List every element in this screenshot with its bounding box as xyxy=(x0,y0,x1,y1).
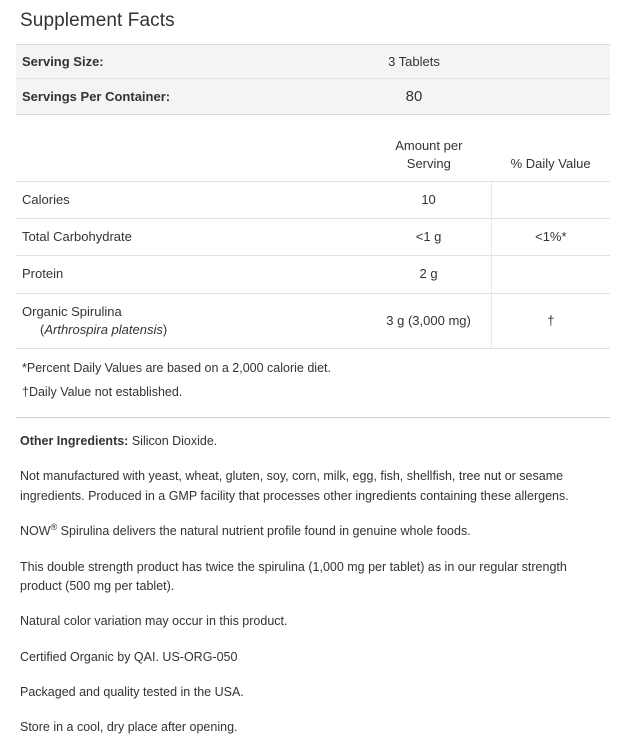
nutrient-table xyxy=(16,137,610,349)
table-row xyxy=(16,79,610,115)
certified-organic-note: Certified Organic by QAI. US-ORG-050 xyxy=(20,649,238,664)
spirulina-name-cell xyxy=(16,293,366,348)
spirulina-name: Organic Spirulina xyxy=(22,303,122,319)
spirulina-binomial xyxy=(22,321,360,339)
brand-name: NOW xyxy=(20,524,51,539)
nutrient-daily-value xyxy=(491,256,610,293)
nutrient-name-header xyxy=(16,137,366,182)
other-ingredients-value: Silicon Dioxide. xyxy=(131,434,218,449)
nutrient-amount: <1 g xyxy=(366,219,491,256)
registered-trademark-icon: ® xyxy=(50,522,58,532)
brand-note xyxy=(20,522,606,541)
packaged-usa-note: Packaged and quality tested in the USA. xyxy=(20,685,244,700)
paren-open: ( xyxy=(40,321,45,337)
table-row xyxy=(16,182,610,219)
serving-size-label: Serving Size: xyxy=(16,45,337,79)
nutrient-name: Protein xyxy=(16,256,366,293)
notes-section xyxy=(16,418,610,738)
nutrient-name: Total Carbohydrate xyxy=(16,219,366,256)
paren-close: ) xyxy=(162,321,168,337)
other-ingredients xyxy=(20,432,606,451)
servings-per-container-value: 80 xyxy=(337,79,491,115)
table-row xyxy=(16,219,610,256)
table-header-row xyxy=(16,137,610,182)
nutrient-name: Calories xyxy=(16,182,366,219)
serving-spacer-cell xyxy=(491,45,610,79)
double-strength-note: This double strength product has twice the spirulina (1,000 mg per tablet) as in our regular strength product (500 mg per tablet). xyxy=(20,559,567,593)
spirulina-latin-name: Arthrospira platensis xyxy=(44,321,163,337)
amount-header-line2: Serving xyxy=(406,155,451,171)
amount-header-line1: Amount per xyxy=(395,138,463,153)
nutrient-amount: 10 xyxy=(366,182,491,219)
nutrient-daily-value: <1%* xyxy=(491,219,610,256)
serving-size-value: 3 Tablets xyxy=(337,45,491,79)
amount-per-serving-header xyxy=(366,137,491,182)
page-title: Supplement Facts xyxy=(20,10,175,31)
serving-info-table xyxy=(16,44,610,115)
table-row xyxy=(16,45,610,79)
table-row xyxy=(16,293,610,348)
color-variation-note: Natural color variation may occur in this product. xyxy=(20,614,288,629)
other-ingredients-label: Other Ingredients: xyxy=(20,434,129,449)
allergen-note: Not manufactured with yeast, wheat, gluten, soy, corn, milk, egg, fish, shellfish, tree nut or sesame ingredients. Produced in a GMP facility that processes other ingredients containing these allergens. xyxy=(20,469,569,503)
servings-per-container-label: Servings Per Container: xyxy=(16,79,337,115)
footnote-daily-value-not-established: †Daily Value not established. xyxy=(22,385,183,400)
storage-note: Store in a cool, dry place after opening. xyxy=(20,720,238,735)
table-row xyxy=(16,256,610,293)
nutrient-amount: 2 g xyxy=(366,256,491,293)
footnote-percent-daily-value: *Percent Daily Values are based on a 2,000 calorie diet. xyxy=(22,361,331,376)
nutrient-daily-value xyxy=(491,182,610,219)
spirulina-daily-value: † xyxy=(491,293,610,348)
serving-spacer-cell xyxy=(491,79,610,115)
daily-value-header: % Daily Value xyxy=(491,137,610,182)
spirulina-amount: 3 g (3,000 mg) xyxy=(366,293,491,348)
brand-note-text: Spirulina delivers the natural nutrient profile found in genuine whole foods. xyxy=(57,524,471,539)
